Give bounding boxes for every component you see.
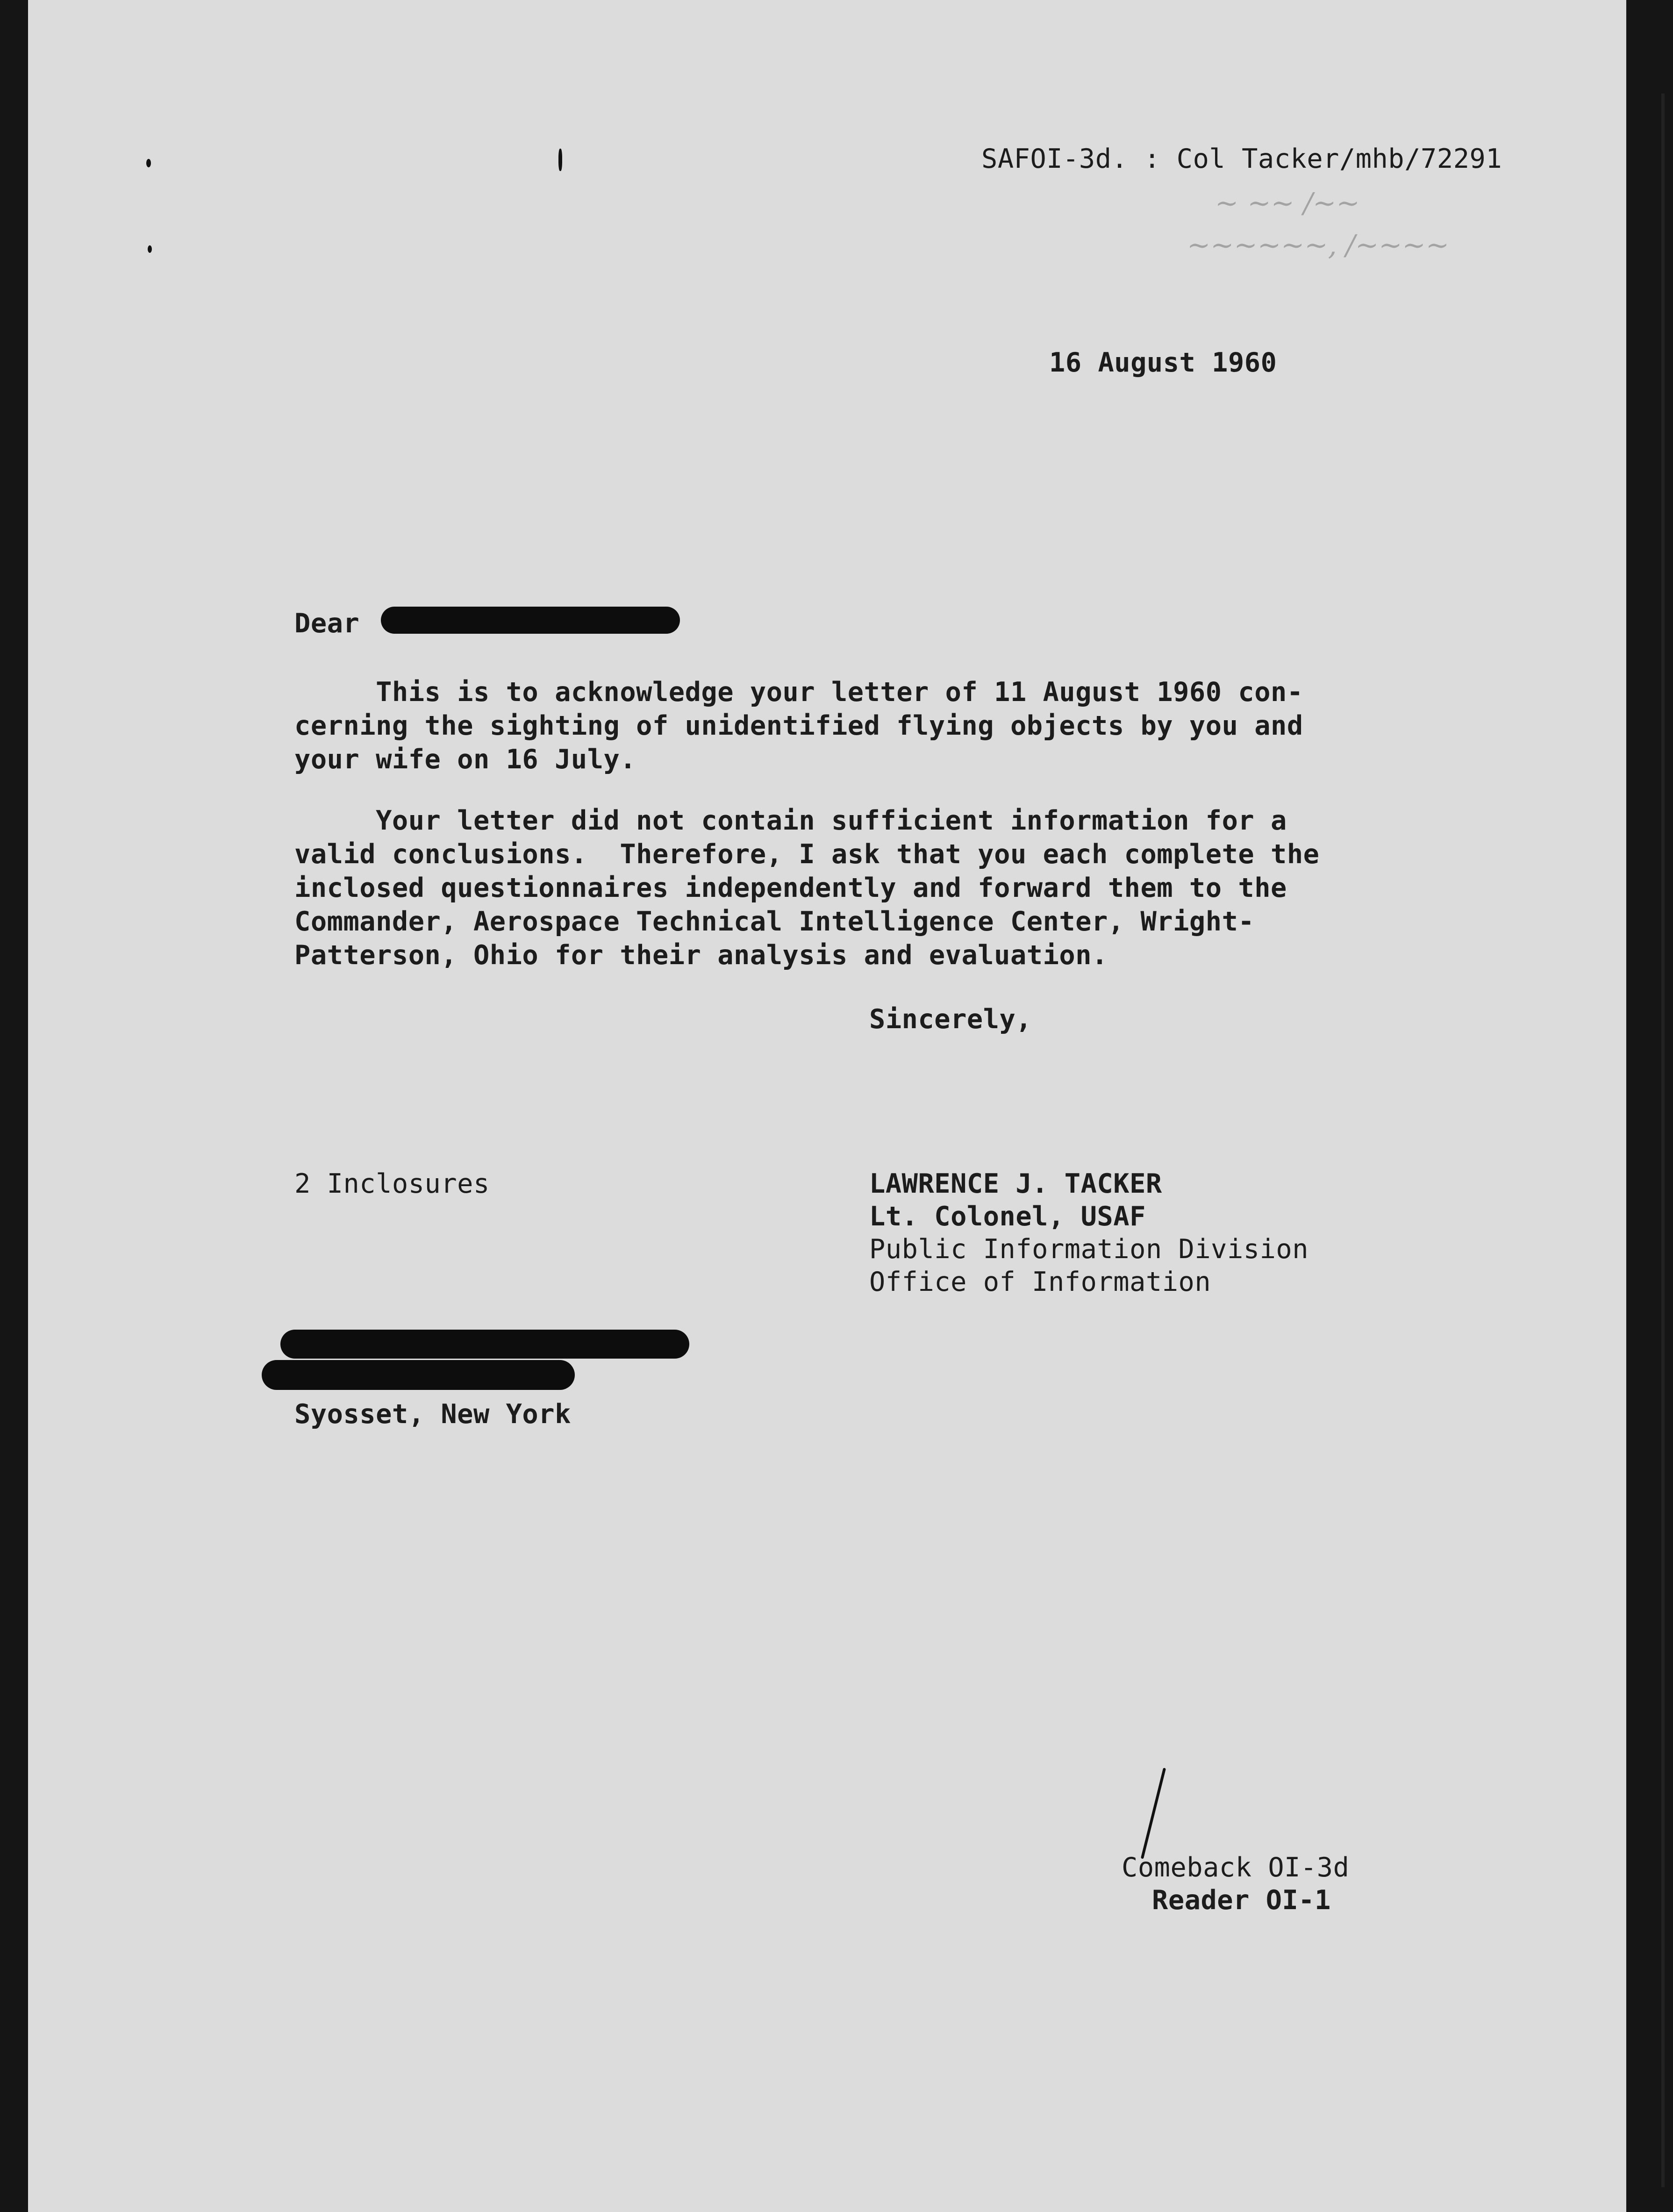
body-paragraph-2: Your letter did not contain sufficient information for a valid conclusions. Therefore, I ask that you each complete the inclosed questionnaires independently and forward them to the Commander, Aerospace Technical Intelligence Center, Wright- Patterson, Ohio for their analysis and evaluation. <box>294 805 1320 971</box>
signature-division: Public Information Division <box>869 1234 1309 1265</box>
address-city: Syosset, New York <box>294 1399 571 1430</box>
redacted-recipient-name <box>381 607 680 634</box>
letter-page <box>28 0 1626 2212</box>
page-edge-line <box>1661 93 1665 2187</box>
handwritten-annotation: ~ ~~ /~~ <box>1215 187 1360 220</box>
margin-mark <box>146 159 151 167</box>
signature-office: Office of Information <box>869 1267 1211 1297</box>
signature-rank: Lt. Colonel, USAF <box>869 1201 1146 1232</box>
body-paragraph-1: This is to acknowledge your letter of 11 August 1960 con- cerning the sighting of unidentified flying objects by you and your wife on 16 July. <box>294 677 1303 775</box>
routing-line-2: Reader OI-1 <box>1152 1885 1331 1916</box>
margin-mark <box>148 245 152 253</box>
letter-date: 16 August 1960 <box>1049 347 1277 378</box>
enclosures-note: 2 Inclosures <box>294 1168 490 1199</box>
reference-line: SAFOI-3d. : Col Tacker/mhb/72291 <box>981 143 1502 174</box>
closing: Sincerely, <box>869 1004 1032 1035</box>
signature-name: LAWRENCE J. TACKER <box>869 1168 1162 1199</box>
handwritten-annotation: ~~~~~~, /~~~~ <box>1187 229 1450 262</box>
margin-mark <box>558 149 562 171</box>
routing-check-mark <box>1141 1768 1166 1859</box>
redacted-address-line-2 <box>262 1360 575 1390</box>
redacted-address-line-1 <box>280 1330 689 1359</box>
salutation: Dear <box>294 608 360 639</box>
routing-line-1: Comeback OI-3d <box>1122 1852 1350 1883</box>
